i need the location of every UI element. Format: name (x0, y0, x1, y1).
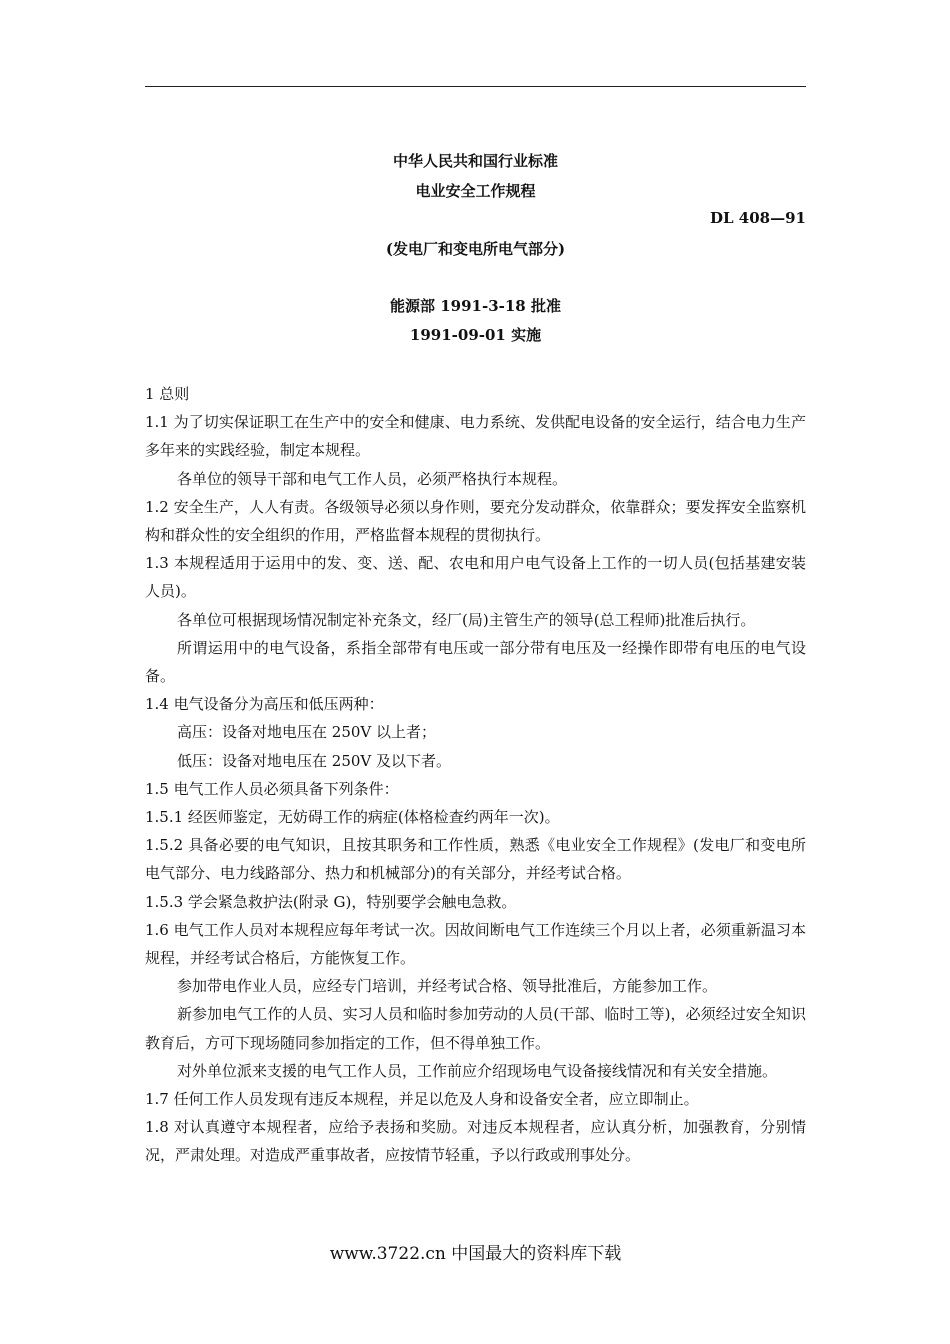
clause-paragraph: 高压：设备对地电压在 250V 以上者； (177, 723, 437, 742)
section-heading: 1 总则 (145, 385, 190, 403)
clause-paragraph: 各单位的领导干部和电气工作人员，必须严格执行本规程。 (177, 469, 568, 488)
document-subtitle: 电业安全工作规程 (415, 182, 536, 200)
clause-paragraph: 各单位可根据现场情况制定补充条文，经厂(局)主管生产的领导(总工程师)批准后执行。 (177, 610, 756, 629)
document-scope: (发电厂和变电所电气部分) (385, 240, 566, 258)
clause-paragraph: 1.4 电气设备分为高压和低压两种： (145, 695, 384, 714)
clause-paragraph: 新参加电气工作的人员、实习人员和临时参加劳动的人员(干部、临时工等)，必须经过安全知识教育后，方可下现场随同参加指定的工作，但不得单独工作。 (145, 1005, 806, 1052)
clause-paragraph: 1.6 电气工作人员对本规程应每年考试一次。因故间断电气工作连续三个月以上者，必须重新温习本规程，并经考试合格后，方能恢复工作。 (145, 920, 806, 968)
header-rule (145, 86, 806, 87)
approval-line: 能源部 1991-3-18 批准 (390, 297, 561, 315)
effective-date-line: 1991-09-01 实施 (409, 326, 542, 344)
clause-paragraph: 1.1 为了切实保证职工在生产中的安全和健康、电力系统、发供配电设备的安全运行，结合电力生产多年来的实践经验，制定本规程。 (145, 413, 806, 460)
clause-paragraph: 所谓运用中的电气设备，系指全部带有电压或一部分带有电压及一经操作即带有电压的电气设备。 (145, 638, 806, 686)
clause-paragraph: 1.5.1 经医师鉴定，无妨碍工作的病症(体格检查约两年一次)。 (145, 808, 560, 827)
document-title: 中华人民共和国行业标准 (392, 152, 558, 170)
standard-code: DL 408—91 (710, 209, 806, 227)
clause-paragraph: 1.7 任何工作人员发现有违反本规程，并足以危及人身和设备安全者，应立即制止。 (145, 1090, 699, 1109)
footer-source-link[interactable]: www.3722.cn 中国最大的资料库下载 (329, 1244, 622, 1264)
clause-paragraph: 1.8 对认真遵守本规程者，应给予表扬和奖励。对违反本规程者，应认真分析，加强教育，分别情况，严肃处理。对造成严重事故者，应按情节轻重，予以行政或刑事处分。 (145, 1118, 806, 1165)
clause-paragraph: 1.2 安全生产，人人有责。各级领导必须以身作则，要充分发动群众，依靠群众；要发挥安全监察机构和群众性的安全组织的作用，严格监督本规程的贯彻执行。 (145, 497, 806, 545)
clause-paragraph: 1.3 本规程适用于运用中的发、变、送、配、农电和用户电气设备上工作的一切人员(包括基建安装人员)。 (145, 554, 806, 601)
document-body (145, 380, 806, 1170)
clause-paragraph: 低压：设备对地电压在 250V 及以下者。 (177, 751, 452, 770)
clause-paragraph: 参加带电作业人员，应经专门培训，并经考试合格、领导批准后，方能参加工作。 (177, 977, 718, 996)
clause-paragraph: 对外单位派来支援的电气工作人员，工作前应介绍现场电气设备接线情况和有关安全措施。 (177, 1061, 778, 1080)
clause-paragraph: 1.5.2 具备必要的电气知识，且按其职务和工作性质，熟悉《电业安全工作规程》(发电厂和变电所电气部分、电力线路部分、热力和机械部分)的有关部分，并经考试合格。 (145, 836, 806, 883)
clause-paragraph: 1.5.3 学会紧急救护法(附录 G)，特别要学会触电急救。 (145, 892, 517, 911)
clause-paragraph: 1.5 电气工作人员必须具备下列条件： (145, 779, 399, 798)
